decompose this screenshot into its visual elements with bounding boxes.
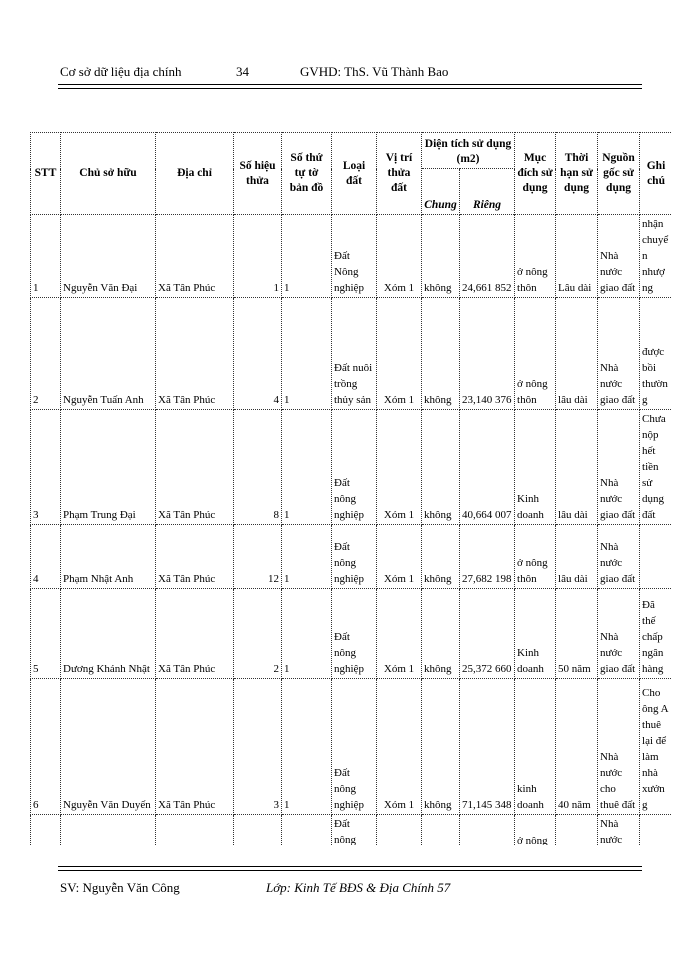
page-footer <box>60 880 640 900</box>
cell-origin: Nhà nước giao đất <box>598 298 640 410</box>
advisor-name: GVHD: ThS. Vũ Thành Bao <box>300 64 449 79</box>
cell-origin: Nhà nước giao đất <box>598 525 640 589</box>
cell-note: được bồi thường <box>640 298 672 410</box>
table-row <box>31 589 673 679</box>
cell-term: Lâu dài <box>556 215 598 298</box>
cell-purpose: ở nông <box>515 815 556 846</box>
cell-note <box>640 525 672 589</box>
cell-private: 40,664 007 <box>460 410 515 525</box>
table-row <box>31 215 673 298</box>
cell-address: Xã Tân Phúc <box>156 298 234 410</box>
cell-location: Xóm 1 <box>377 525 422 589</box>
cell-map: 1 <box>282 215 332 298</box>
cell-private: 27,682 198 <box>460 525 515 589</box>
cell-address: Xã Tân Phúc <box>156 410 234 525</box>
cell-land-type: Đất nông nghiệp <box>332 525 377 589</box>
cell-stt: 4 <box>31 525 61 589</box>
class-name: Lớp: Kinh Tế BĐS & Địa Chính 57 <box>266 880 451 895</box>
land-records-table <box>30 132 672 845</box>
cell-purpose: kinh doanh <box>515 679 556 815</box>
cell-private: 71,145 348 <box>460 679 515 815</box>
cell-address: Xã Tân Phúc <box>156 215 234 298</box>
cell-purpose: ở nông thôn <box>515 215 556 298</box>
cell-private: 24,661 852 <box>460 215 515 298</box>
col-header-shared: Chung <box>422 169 460 215</box>
cell-private: 23,140 376 <box>460 298 515 410</box>
footer-rule-bottom <box>58 870 642 871</box>
cell-owner: Nguyễn Văn Duyến <box>61 679 156 815</box>
cell-term: lâu dài <box>556 525 598 589</box>
cell-parcel: 3 <box>234 679 282 815</box>
cell-owner: Phạm Nhật Anh <box>61 525 156 589</box>
cell-map: 1 <box>282 410 332 525</box>
table-row-partial <box>31 815 673 846</box>
cell-shared: không <box>422 589 460 679</box>
cell-term: 40 năm <box>556 679 598 815</box>
cell-owner: Nguyễn Tuấn Anh <box>61 298 156 410</box>
cell-address: Xã Tân Phúc <box>156 525 234 589</box>
cell-location: Xóm 1 <box>377 298 422 410</box>
cell-private: 25,372 660 <box>460 589 515 679</box>
page-number: 34 <box>236 64 249 79</box>
table-header-row <box>31 133 673 169</box>
cell-shared: không <box>422 410 460 525</box>
cell-owner: Nguyễn Văn Đại <box>61 215 156 298</box>
page-header <box>60 64 640 84</box>
col-header-stt: STT <box>31 133 61 215</box>
cell-stt: 2 <box>31 298 61 410</box>
cell-owner: Dương Khánh Nhật <box>61 589 156 679</box>
cell-origin: Nhà nước giao đất <box>598 410 640 525</box>
col-header-parcel-no: Số hiệu thửa <box>234 133 282 215</box>
cell-purpose: ở nông thôn <box>515 298 556 410</box>
cell-parcel: 1 <box>234 215 282 298</box>
header-rule-bottom <box>58 88 642 89</box>
cell-map: 1 <box>282 525 332 589</box>
cell-owner: Phạm Trung Đại <box>61 410 156 525</box>
col-header-note: Ghi chú <box>640 133 672 215</box>
cell-land-type: Đất nông nghiệp <box>332 679 377 815</box>
cell-shared: không <box>422 215 460 298</box>
cell-map: 1 <box>282 679 332 815</box>
student-name: SV: Nguyễn Văn Công <box>60 880 180 895</box>
cell-stt: 6 <box>31 679 61 815</box>
col-header-purpose: Mục đích sử dụng <box>515 133 556 215</box>
cell-purpose: ở nông thôn <box>515 525 556 589</box>
cell-origin: Nhà nước giao đất <box>598 589 640 679</box>
col-header-map-sheet: Số thứ tự tờ bản đồ <box>282 133 332 215</box>
course-title: Cơ sở dữ liệu địa chính <box>60 64 182 79</box>
cell-note: Đã thế chấp ngân hàng <box>640 589 672 679</box>
cell-stt: 5 <box>31 589 61 679</box>
table-row <box>31 298 673 410</box>
cell-address: Xã Tân Phúc <box>156 589 234 679</box>
cell-term: lâu dài <box>556 298 598 410</box>
cell-parcel: 8 <box>234 410 282 525</box>
cell-land-type: Đất Nông nghiệp <box>332 215 377 298</box>
table-row <box>31 679 673 815</box>
cell-stt: 1 <box>31 215 61 298</box>
cell-note: nhận chuyển nhượng <box>640 215 672 298</box>
header-rule-top <box>58 84 642 85</box>
cell-purpose: Kinh doanh <box>515 589 556 679</box>
table-row <box>31 525 673 589</box>
cell-land-type: Đất nông nghiệp <box>332 589 377 679</box>
col-header-area-group: Diện tích sử dụng (m2) <box>422 133 515 169</box>
cell-note: Chưa nộp hết tiền sử dụng đất <box>640 410 672 525</box>
cell-land-type: Đất nông <box>332 815 377 846</box>
cell-parcel: 12 <box>234 525 282 589</box>
cell-shared: không <box>422 679 460 815</box>
cell-origin: Nhà nước giao đất <box>598 215 640 298</box>
cell-land-type: Đất nuôi trồng thủy sản <box>332 298 377 410</box>
col-header-term: Thời hạn sử dụng <box>556 133 598 215</box>
cell-location: Xóm 1 <box>377 679 422 815</box>
cell-land-type: Đất nông nghiệp <box>332 410 377 525</box>
footer-rule-top <box>58 866 642 867</box>
col-header-private: Riêng <box>460 169 515 215</box>
cell-location: Xóm 1 <box>377 410 422 525</box>
col-header-land-type: Loại đất <box>332 133 377 215</box>
cell-address: Xã Tân Phúc <box>156 679 234 815</box>
col-header-location: Vị trí thửa đất <box>377 133 422 215</box>
cell-stt: 3 <box>31 410 61 525</box>
col-header-address: Địa chỉ <box>156 133 234 215</box>
cell-purpose: Kinh doanh <box>515 410 556 525</box>
cell-parcel: 2 <box>234 589 282 679</box>
cell-origin: Nhà nước <box>598 815 640 846</box>
land-records-table-wrapper <box>30 132 672 845</box>
cell-map: 1 <box>282 298 332 410</box>
cell-term: lâu dài <box>556 410 598 525</box>
cell-location: Xóm 1 <box>377 215 422 298</box>
cell-parcel: 4 <box>234 298 282 410</box>
table-row <box>31 410 673 525</box>
cell-map: 1 <box>282 589 332 679</box>
cell-location: Xóm 1 <box>377 589 422 679</box>
cell-shared: không <box>422 298 460 410</box>
cell-note: Cho ông A thuê lại để làm nhà xưởng <box>640 679 672 815</box>
col-header-origin: Nguồn gốc sử dụng <box>598 133 640 215</box>
cell-term: 50 năm <box>556 589 598 679</box>
cell-shared: không <box>422 525 460 589</box>
cell-origin: Nhà nước cho thuê đất <box>598 679 640 815</box>
col-header-owner: Chủ sở hữu <box>61 133 156 215</box>
